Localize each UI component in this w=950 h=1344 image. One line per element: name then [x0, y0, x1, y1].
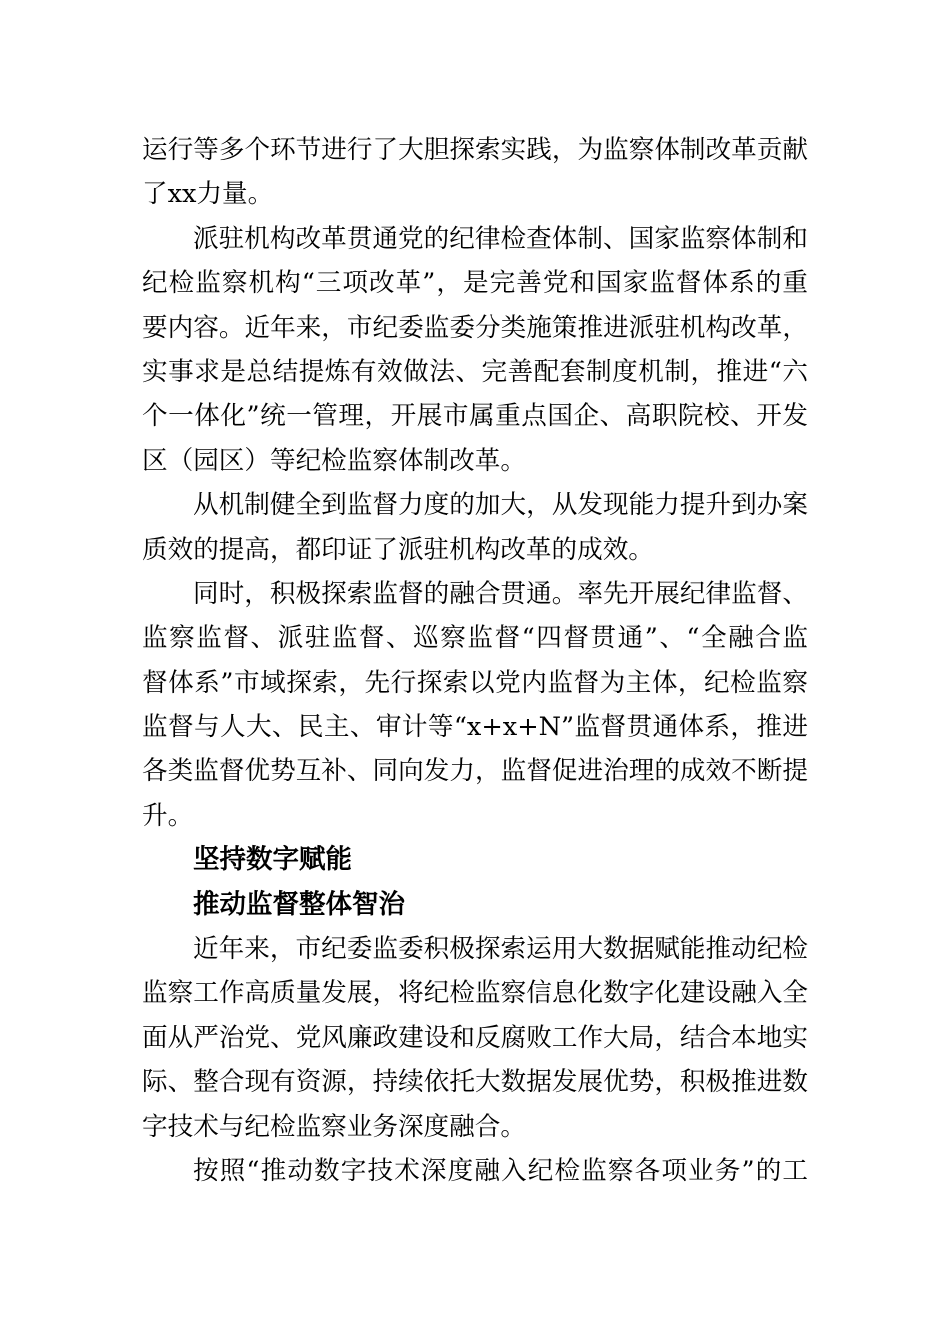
text-line: 运行等多个环节进行了大胆探索实践，为监察体制改革贡献	[142, 135, 808, 165]
text-line: 从机制健全到监督力度的加大，从发现能力提升到办案	[193, 490, 808, 521]
text-line: 监督与人大、民主、审计等“x+x+N”监督贯通体系，推进	[142, 712, 808, 743]
paragraph	[142, 1149, 808, 1193]
text-line: 近年来，市纪委监委积极探索运用大数据赋能推动纪检	[193, 934, 808, 965]
text-line: 了xx力量。	[142, 179, 274, 210]
paragraph	[142, 483, 808, 572]
section-heading	[142, 838, 808, 882]
paragraph	[142, 217, 808, 483]
text-line: 实事求是总结提炼有效做法、完善配套制度机制，推进“六	[142, 356, 808, 387]
text-line: 监察工作高质量发展，将纪检监察信息化数字化建设融入全	[142, 978, 808, 1009]
text-line: 个一体化”统一管理，开展市属重点国企、高职院校、开发	[142, 401, 808, 432]
text-line: 质效的提高，都印证了派驻机构改革的成效。	[142, 534, 654, 565]
text-line: 派驻机构改革贯通党的纪律检查体制、国家监察体制和	[193, 223, 808, 254]
text-line: 区（园区）等纪检监察体制改革。	[142, 445, 526, 476]
section-heading	[142, 883, 808, 927]
text-line: 同时，积极探索监督的融合贯通。率先开展纪律监督、	[193, 578, 808, 609]
paragraph	[142, 128, 808, 217]
text-line: 面从严治党、党风廉政建设和反腐败工作大局，结合本地实	[142, 1022, 808, 1053]
text-line: 监察监督、派驻监督、巡察监督“四督贯通”、“全融合监	[142, 623, 808, 654]
text-line: 督体系”市域探索，先行探索以党内监督为主体，纪检监察	[142, 667, 808, 698]
text-line: 各类监督优势互补、同向发力，监督促进治理的成效不断提	[142, 756, 808, 787]
heading-line: 坚持数字赋能	[193, 844, 352, 876]
text-line: 纪检监察机构“三项改革”，是完善党和国家监督体系的重	[142, 268, 808, 299]
text-line: 际、整合现有资源，持续依托大数据发展优势，积极推进数	[142, 1067, 808, 1098]
paragraph	[142, 927, 808, 1149]
text-line: 按照“推动数字技术深度融入纪检监察各项业务”的工	[193, 1155, 808, 1186]
text-line: 字技术与纪检监察业务深度融合。	[142, 1111, 526, 1142]
document-body	[142, 128, 808, 1193]
text-line: 要内容。近年来，市纪委监委分类施策推进派驻机构改革，	[142, 312, 808, 343]
paragraph	[142, 572, 808, 838]
heading-line: 推动监督整体智治	[193, 888, 405, 920]
text-line: 升。	[142, 800, 194, 831]
